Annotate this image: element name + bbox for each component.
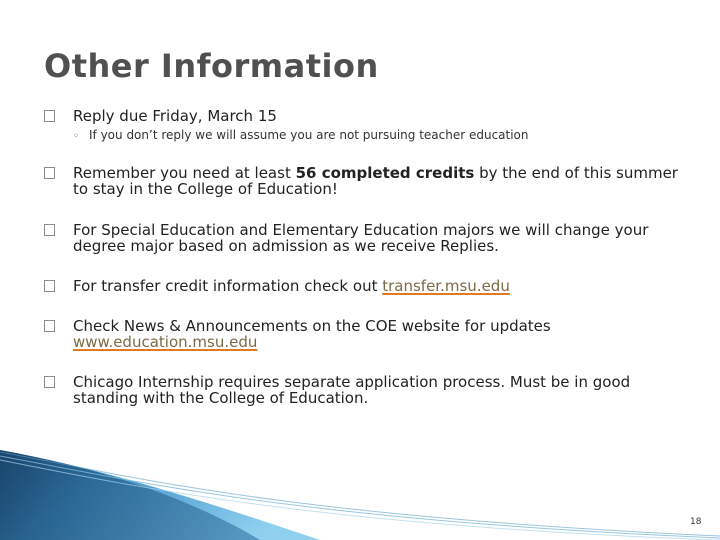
sub-bullet-text: If you don’t reply we will assume you are not pursuing teacher education bbox=[89, 128, 529, 142]
bullet-box-icon bbox=[44, 110, 55, 122]
credits-emphasis: 56 completed credits bbox=[295, 164, 475, 182]
bullet-box-icon bbox=[44, 280, 55, 292]
slide-title: Other Information bbox=[44, 47, 379, 85]
bullet-box-icon bbox=[44, 376, 55, 388]
page-number: 18 bbox=[690, 517, 702, 527]
transfer-link[interactable]: transfer.msu.edu bbox=[382, 277, 510, 295]
bullet-text-part: For transfer credit information check out bbox=[73, 277, 383, 295]
wave-decoration bbox=[0, 450, 720, 540]
bullet-text: Reply due Friday, March 15 bbox=[73, 107, 277, 125]
bullet-text bbox=[73, 278, 693, 294]
circle-bullet-icon: ◦ bbox=[73, 131, 79, 142]
bullet-box-icon bbox=[44, 167, 55, 179]
bullet-text bbox=[73, 318, 693, 350]
bullet-text bbox=[73, 165, 693, 197]
coe-website-link[interactable]: www.education.msu.edu bbox=[73, 333, 258, 351]
sub-bullet-no-reply bbox=[73, 128, 529, 144]
bullet-text-part: by the end of this summer to stay in the College of Education! bbox=[73, 164, 678, 198]
bullet-text-part: Check News & Announcements on the COE website for updates bbox=[73, 317, 551, 335]
bullet-box-icon bbox=[44, 320, 55, 332]
bullet-text: Chicago Internship requires separate application process. Must be in good standing with the College of Education. bbox=[73, 373, 631, 407]
bullet-box-icon bbox=[44, 224, 55, 236]
bullet-text: For Special Education and Elementary Education majors we will change your degree major based on admission as we receive Replies. bbox=[73, 221, 649, 255]
bullet-text-part: Remember you need at least bbox=[73, 164, 296, 182]
